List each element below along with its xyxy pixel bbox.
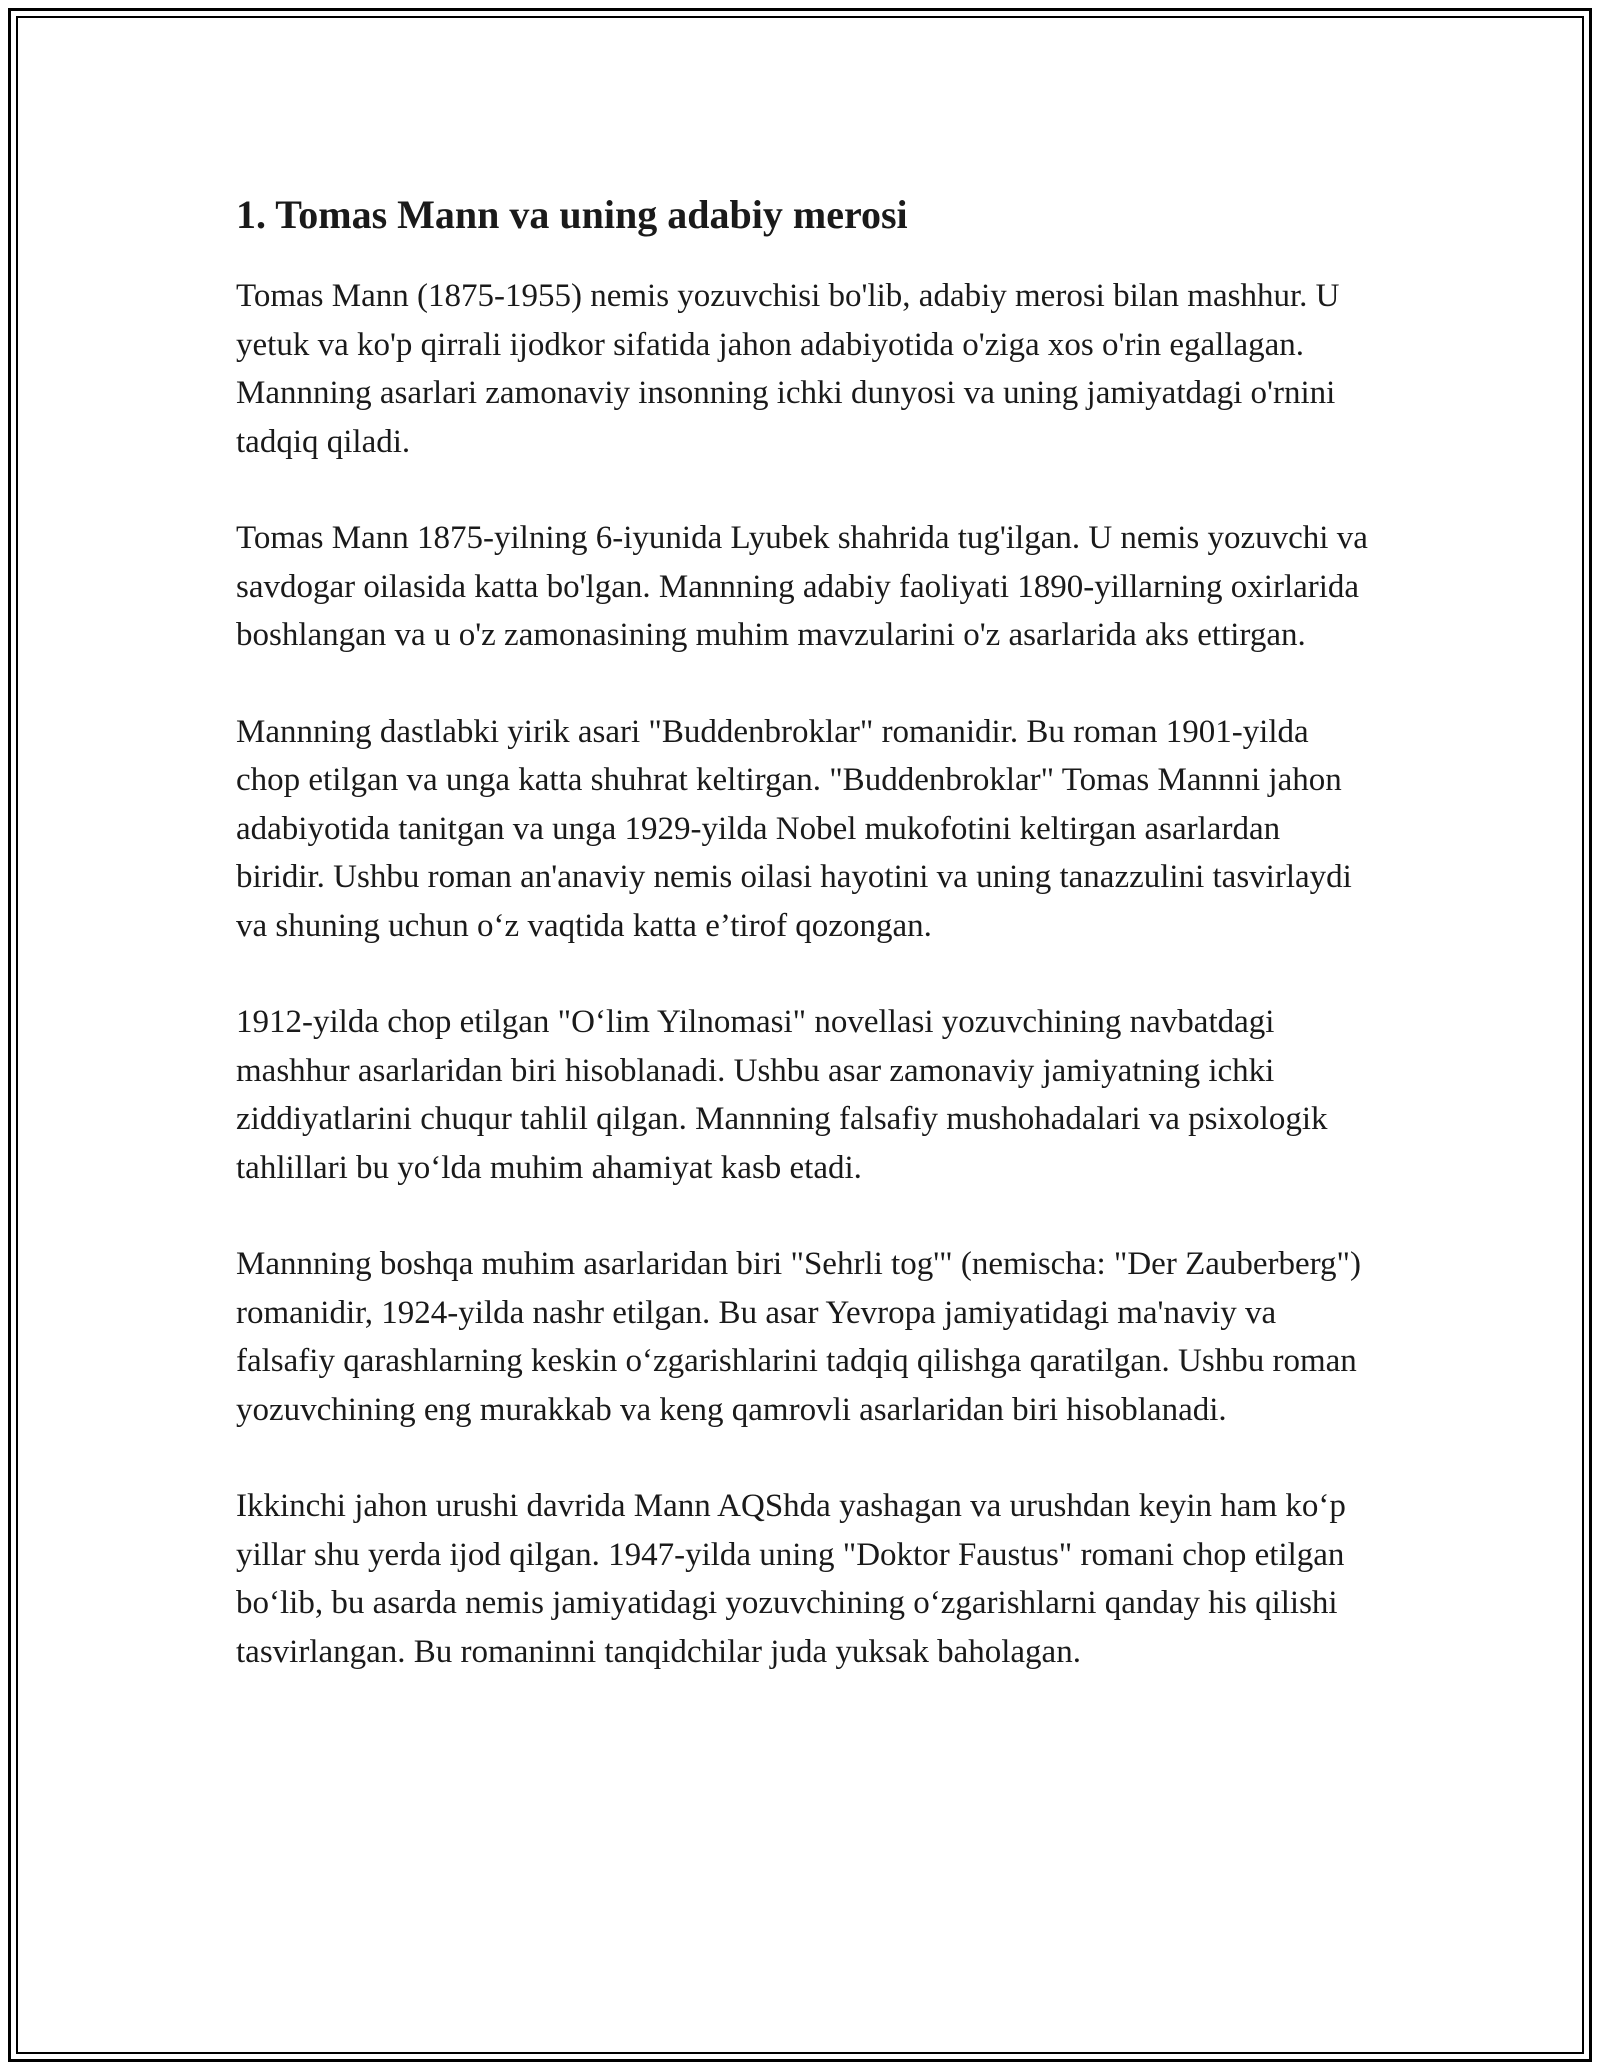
paragraph-zauberberg: Mannning boshqa muhim asarlaridan biri "Sehrli tog'" (nemischa: "Der Zauberberg") romanidir, 1924-yilda nashr etilgan. Bu asar Yevropa jamiyatidagi ma'naviy va falsafiy qarashlarning keskin o‘zgarishlarini tadqiq qilishga qaratilgan. Ushbu roman yozuvchining eng murakkab va keng qamrovli asarlaridan biri hisoblanadi. [236, 1246, 1362, 1428]
document-body [236, 184, 1376, 1724]
paragraph-biography: Tomas Mann 1875-yilning 6-iyunida Lyubek shahrida tug'ilgan. U nemis yozuvchi va savdogar oilasida katta bo'lgan. Mannning adabiy faoliyati 1890-yillarning oxirlarida boshlangan va u o'z zamonasining muhim mavzularini o'z asarlarida aks ettirgan. [236, 520, 1368, 653]
document-title: 1. Tomas Mann va uning adabiy merosi [236, 192, 908, 237]
paragraph-olim-yilnomasi: 1912-yilda chop etilgan "O‘lim Yilnomasi" novellasi yozuvchining navbatdagi mashhur asarlaridan biri hisoblanadi. Ushbu asar zamonaviy jamiyatning ichki ziddiyatlarini chuqur tahlil qilgan. Mannning falsafiy mushohadalari va psixologik tahlillari bu yo‘lda muhim ahamiyat kasb etadi. [236, 1004, 1328, 1186]
paragraph-doktor-faustus: Ikkinchi jahon urushi davrida Mann AQShda yashagan va urushdan keyin ham ko‘p yillar shu yerda ijod qilgan. 1947-yilda uning "Doktor Faustus" romani chop etilgan bo‘lib, bu asarda nemis jamiyatidagi yozuvchining o‘zgarishlarni qanday his qilishi tasvirlangan. Bu romaninni tanqidchilar juda yuksak baholagan. [236, 1488, 1346, 1670]
paragraph-intro: Tomas Mann (1875-1955) nemis yozuvchisi bo'lib, adabiy merosi bilan mashhur. U yetuk va ko'p qirrali ijodkor sifatida jahon adabiyotida o'ziga xos o'rin egallagan. Mannning asarlari zamonaviy insonning ichki dunyosi va uning jamiyatdagi o'rnini tadqiq qiladi. [236, 278, 1340, 460]
paragraph-buddenbrooks: Mannning dastlabki yirik asari "Buddenbroklar" romanidir. Bu roman 1901-yilda chop etilgan va unga katta shuhrat keltirgan. "Buddenbroklar" Tomas Mannni jahon adabiyotida tanitgan va unga 1929-yilda Nobel mukofotini keltirgan asarlardan biridir. Ushbu roman an'anaviy nemis oilasi hayotini va uning tanazzulini tasvirlaydi va shuning uchun o‘z vaqtida katta e’tirof qozongan. [236, 713, 1352, 944]
